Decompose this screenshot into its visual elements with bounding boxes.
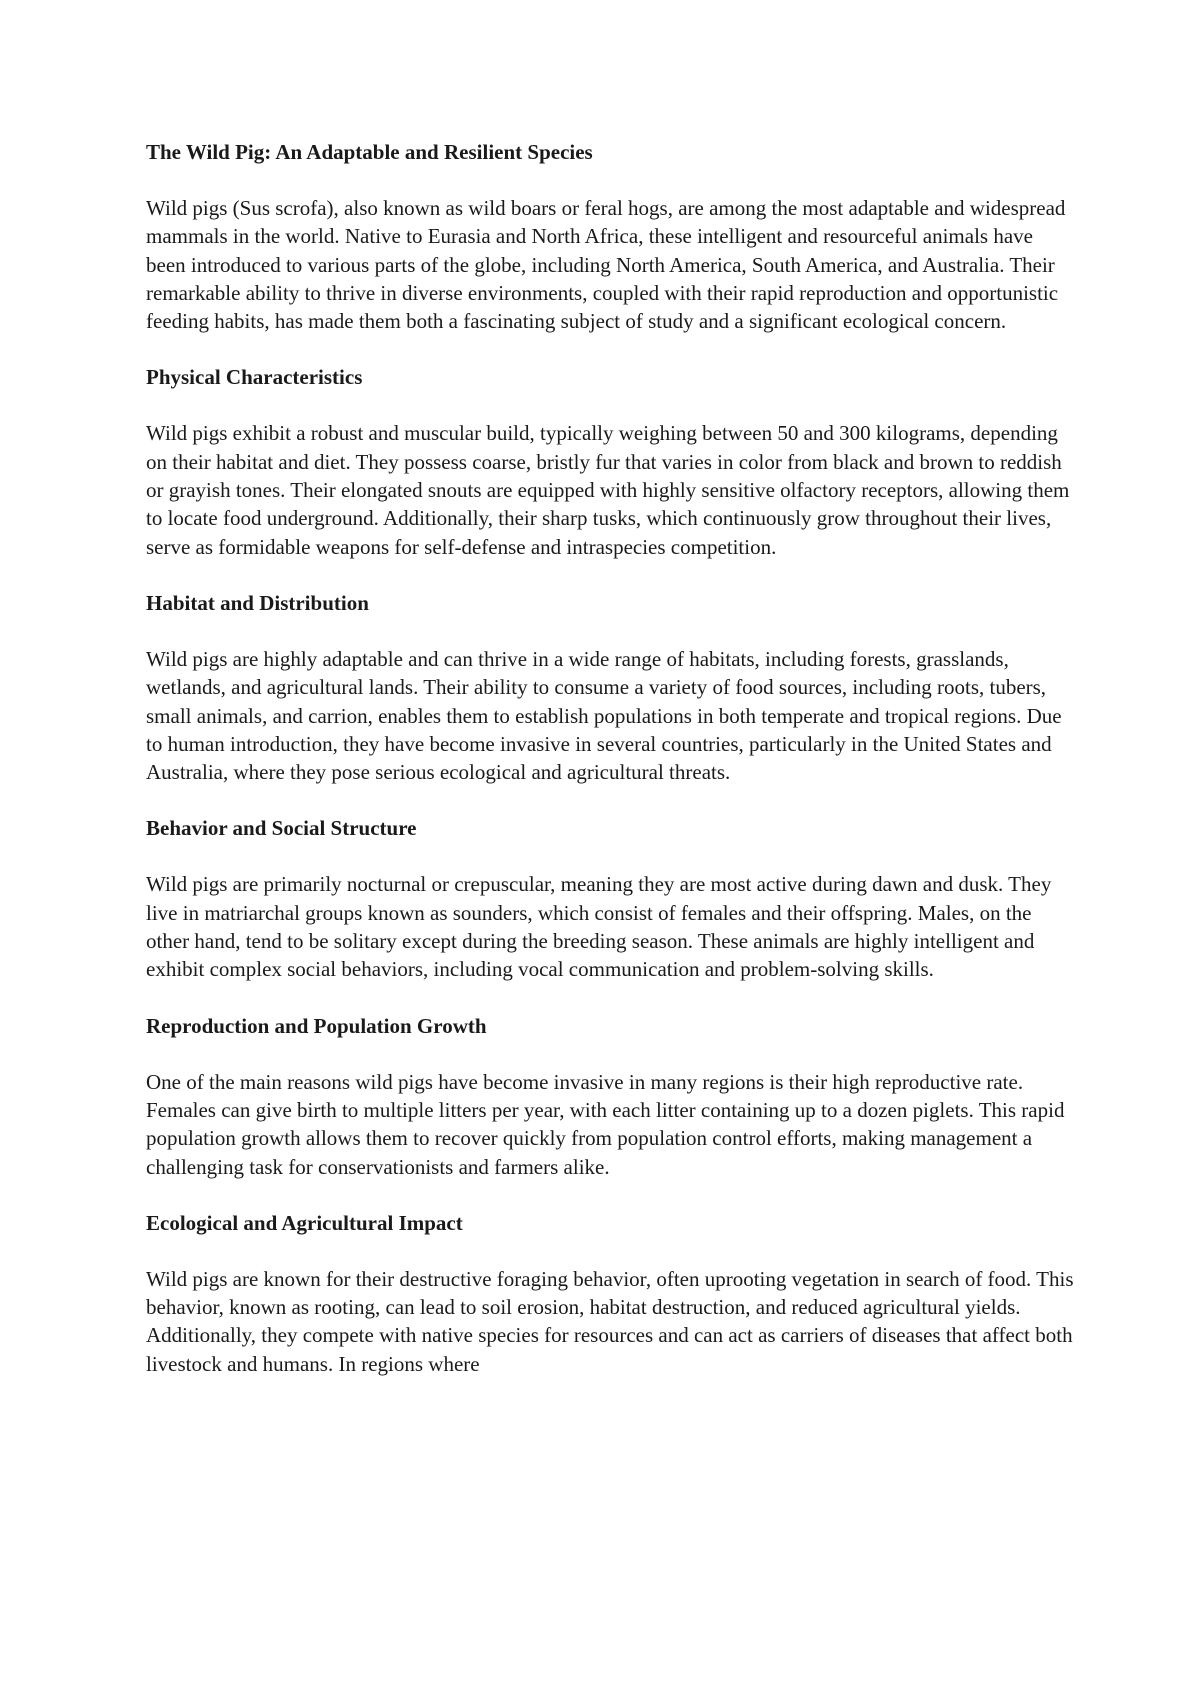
section-heading-ecological-agricultural-impact: Ecological and Agricultural Impact <box>146 1210 463 1235</box>
section-body-ecological-agricultural-impact: Wild pigs are known for their destructive foraging behavior, often uprooting vegetation in search of food. This behavior, known as rooting, can lead to soil erosion, habitat destruction, and reduced agricultural yields. Additionally, they compete with native species for resources and can act as carriers of diseases that affect both livestock and humans. In regions where <box>146 1266 1074 1376</box>
section-heading-behavior-social-structure: Behavior and Social Structure <box>146 816 417 841</box>
document-body <box>146 138 1076 1378</box>
section-body-behavior-social-structure: Wild pigs are primarily nocturnal or crepuscular, meaning they are most active during dawn and dusk. They live in matriarchal groups known as sounders, which consist of females and their offspring. Males, on the other hand, tend to be solitary except during the breeding season. These animals are highly intelligent and exhibit complex social behaviors, including vocal communication and problem-solving skills. <box>146 872 1052 982</box>
section-body-physical-characteristics: Wild pigs exhibit a robust and muscular build, typically weighing between 50 and 300 kilograms, depending on their habitat and diet. They possess coarse, bristly fur that varies in color from black and brown to reddish or grayish tones. Their elongated snouts are equipped with highly sensitive olfactory receptors, allowing them to locate food underground. Additionally, their sharp tusks, which continuously grow throughout their lives, serve as formidable weapons for self-defense and intraspecies competition. <box>146 421 1070 559</box>
section-heading-habitat-distribution: Habitat and Distribution <box>146 590 369 615</box>
section-body-habitat-distribution: Wild pigs are highly adaptable and can thrive in a wide range of habitats, including forests, grasslands, wetlands, and agricultural lands. Their ability to consume a variety of food sources, including roots, tubers, small animals, and carrion, enables them to establish populations in both temperate and tropical regions. Due to human introduction, they have become invasive in several countries, particularly in the United States and Australia, where they pose serious ecological and agricultural threats. <box>146 646 1062 785</box>
document-title: The Wild Pig: An Adaptable and Resilient Species <box>146 140 593 164</box>
section-heading-physical-characteristics: Physical Characteristics <box>146 365 363 390</box>
section-body-reproduction-population: One of the main reasons wild pigs have become invasive in many regions is their high reproductive rate. Females can give birth to multiple litters per year, with each litter containing up to a dozen piglets. This rapid population growth allows them to recover quickly from population control efforts, making management a challenging task for conservationists and farmers alike. <box>146 1069 1065 1179</box>
intro-paragraph: Wild pigs (Sus scrofa), also known as wild boars or feral hogs, are among the most adaptable and widespread mammals in the world. Native to Eurasia and North Africa, these intelligent and resourceful animals have been introduced to various parts of the globe, including North America, South America, and Australia. Their remarkable ability to thrive in diverse environments, coupled with their rapid reproduction and opportunistic feeding habits, has made them both a fascinating subject of study and a significant ecological concern. <box>146 196 1066 334</box>
section-heading-reproduction-population: Reproduction and Population Growth <box>146 1013 487 1038</box>
